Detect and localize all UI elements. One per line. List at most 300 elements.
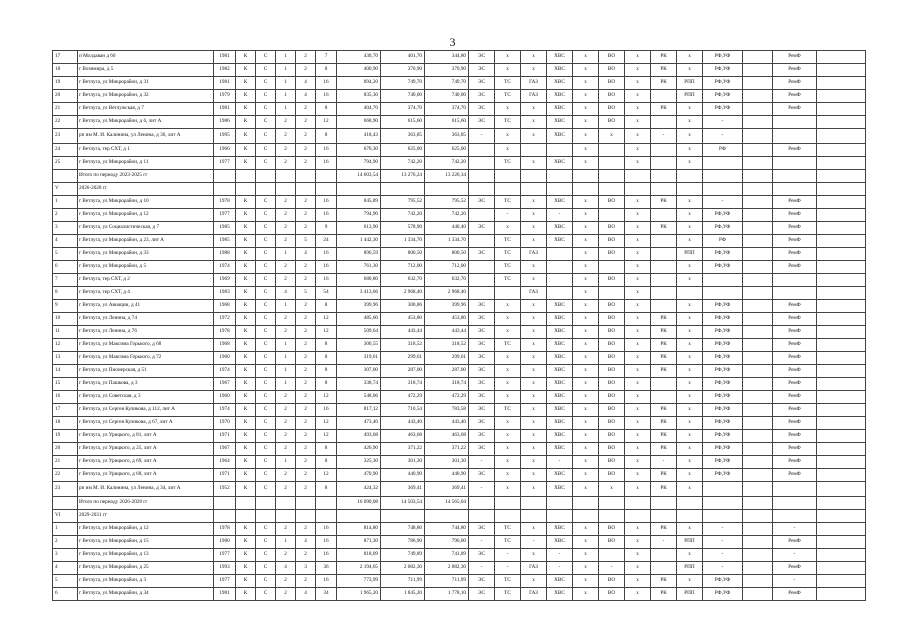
table-cell: К [236,274,256,287]
table-cell [743,352,773,365]
table-cell: К [236,222,256,235]
address-cell: г Ветлуга, ул Ленина, д 76 [78,326,214,339]
table-cell [573,170,599,183]
table-cell: х [495,129,521,144]
table-cell: 509,64 [337,326,381,339]
table-cell [743,339,773,352]
table-cell: 2 [296,51,316,64]
table-cell [651,235,677,248]
table-cell [599,287,625,300]
table-cell: 16 [316,196,337,209]
table-cell: К [236,77,256,90]
table-cell: С [256,352,276,365]
table-cell [236,510,256,523]
table-cell: 2 [296,575,316,588]
table-cell: 800,50 [381,248,425,261]
table-cell [743,170,773,183]
table-cell: 783,58 [425,404,469,417]
table-cell: ВО [599,536,625,549]
table-cell: 1995 [214,129,236,144]
table-cell: ХВС [547,64,573,77]
table-cell: 4 [296,248,316,261]
table-cell: х [677,352,703,365]
table-cell [425,510,469,523]
table-cell: х [625,417,651,430]
table-cell: ВО [599,404,625,417]
table-cell: ХВС [547,391,573,404]
table-cell: х [521,157,547,170]
table-cell: х [573,144,599,157]
table-cell: х [495,417,521,430]
table-cell: ВО [599,64,625,77]
table-cell: х [495,300,521,313]
table-cell: х [625,274,651,287]
table-cell: 369,41 [381,482,425,497]
table-cell: 8 [316,300,337,313]
table-cell [599,510,625,523]
table-cell: - [469,456,495,469]
table-cell [677,287,703,300]
table-cell [296,183,316,196]
table-cell: х [677,209,703,222]
table-cell: 1971 [214,469,236,482]
table-cell: - [703,549,743,562]
table-cell: х [573,378,599,391]
table-cell: 440,90 [425,469,469,482]
table-cell: 795,52 [381,196,425,209]
address-cell: г Ветлуга, ул Максима Горького, д 72 [78,352,214,365]
table-cell: - [773,523,817,536]
subtotal-value: 14 603,54 [337,170,381,183]
table-cell: РФ,УФ [703,588,743,601]
table-cell: РК [651,51,677,64]
table-cell: - [547,562,573,575]
table-cell [743,196,773,209]
address-cell: г Ветлуга, ул Микрорайон, д 11 [78,157,214,170]
table-cell: 16 [316,144,337,157]
table-cell: ЭС [469,365,495,378]
table-cell: х [677,103,703,116]
table-cell: ХВС [547,90,573,103]
table-cell: 1968 [214,339,236,352]
table-cell: 1967 [214,378,236,391]
table-cell: х [521,482,547,497]
table-cell: 742,20 [425,209,469,222]
table-cell: 712,00 [425,261,469,274]
table-cell: РемФ [773,235,817,248]
table-cell: х [625,235,651,248]
table-cell: 453,80 [381,313,425,326]
table-cell: 5 [296,287,316,300]
table-cell: РК [651,103,677,116]
table-cell: 300,86 [381,300,425,313]
table-cell: х [677,274,703,287]
table-cell: 2 [296,549,316,562]
table-cell: х [677,523,703,536]
table-cell: РК [651,313,677,326]
table-cell: х [677,482,703,497]
table-cell [743,497,773,510]
table-cell: К [236,588,256,601]
table-cell: С [256,562,276,575]
table-cell [703,497,743,510]
table-cell [817,588,866,601]
table-cell: 2 [276,222,296,235]
table-row [53,378,866,391]
table-cell [817,51,866,64]
table-cell: ЭС [469,391,495,404]
table-cell [469,170,495,183]
page-number: 3 [449,35,456,49]
table-cell: РК [651,352,677,365]
table-cell: ВО [599,326,625,339]
table-cell: РемФ [773,417,817,430]
table-cell: х [625,261,651,274]
table-cell: 2 [276,209,296,222]
row-number: 5 [53,575,78,588]
table-cell [743,575,773,588]
table-cell [214,510,236,523]
table-cell [743,64,773,77]
table-cell: - [495,562,521,575]
table-cell: х [677,116,703,129]
table-cell: х [573,523,599,536]
table-cell: К [236,209,256,222]
table-cell: ХВС [547,430,573,443]
table-cell [651,549,677,562]
table-cell [599,183,625,196]
address-cell: г Ветлуга, ул Максима Горького, д 68 [78,339,214,352]
table-cell: 632,70 [425,274,469,287]
table-cell: ЭС [469,300,495,313]
table-cell [495,170,521,183]
table-cell: РК [651,482,677,497]
table-cell: РФ,УФ [703,417,743,430]
table-cell: РК [651,339,677,352]
table-cell: С [256,209,276,222]
table-cell: 1968 [214,300,236,313]
address-cell: г Вознмира, д 5 [78,64,214,77]
table-cell [743,90,773,103]
table-cell: х [573,536,599,549]
table-cell: 16 [316,157,337,170]
table-cell: С [256,549,276,562]
table-cell: РФ,УФ [703,352,743,365]
table-cell [817,339,866,352]
address-cell: г Ветлуга, ул Микрорайон, д 34 [78,588,214,601]
table-cell: 1 [276,456,296,469]
table-cell: х [625,588,651,601]
table-cell: ЭС [469,77,495,90]
table-cell: 16 [316,523,337,536]
table-cell: х [521,313,547,326]
table-cell [651,261,677,274]
table-cell: 1 [276,248,296,261]
subtotal-value: 13 276,24 [381,170,425,183]
table-cell: 1 845,20 [381,588,425,601]
table-cell: 1 [276,90,296,103]
table-cell: 845,89 [337,196,381,209]
table-cell: 1977 [214,157,236,170]
table-cell: 578,90 [381,222,425,235]
table-cell: 301,30 [381,456,425,469]
table-cell [743,482,773,497]
table-cell: х [573,77,599,90]
table-cell: ТС [495,157,521,170]
table-cell: ЭС [469,378,495,391]
address-cell: рп им М. И. Калинина, ул Ленина, д 36, лит А [78,129,214,144]
table-cell: ВО [599,313,625,326]
table-cell: 16 [316,536,337,549]
address-cell: г Ветлуга, ул Ветлужская, д 7 [78,103,214,116]
address-cell: г Ветлуга, ул Микрорайон, д 33 [78,248,214,261]
address-cell: г Ветлуга, ул Микрорайон, д 5 [78,261,214,274]
table-cell: х [521,235,547,248]
table-cell [625,183,651,196]
table-cell: ХВС [547,313,573,326]
table-cell: ВО [599,469,625,482]
table-cell: 2 [296,261,316,274]
address-cell: г Ветлуга, ул Микрорайон, д 31 [78,77,214,90]
table-cell [677,170,703,183]
table-row [53,116,866,129]
table-cell: К [236,469,256,482]
table-cell: С [256,404,276,417]
table-cell [651,90,677,103]
row-number: 12 [53,339,78,352]
table-cell [651,248,677,261]
table-cell: РПП [677,536,703,549]
table-cell: х [573,326,599,339]
table-cell: 742,20 [381,209,425,222]
table-cell: ГАЗ [521,248,547,261]
table-cell [236,170,256,183]
table-row [53,235,866,248]
section-label: 2029-2031 гг [78,510,214,523]
table-cell [547,274,573,287]
table-cell: К [236,536,256,549]
table-cell: 2 [276,144,296,157]
address-cell: г Ветлуга, ул Микрорайон, д 32 [78,90,214,103]
table-cell: х [599,129,625,144]
table-cell: К [236,157,256,170]
table-cell: ГАЗ [521,90,547,103]
table-cell: 817,12 [337,404,381,417]
table-cell: х [573,103,599,116]
table-cell: х [677,575,703,588]
table-cell: 2 [296,482,316,497]
table-cell: 2 [276,391,296,404]
row-number: 10 [53,313,78,326]
table-cell: х [521,326,547,339]
table-cell: 1966 [214,144,236,157]
table-cell: С [256,116,276,129]
table-cell: К [236,523,256,536]
table-cell [573,510,599,523]
table-cell: 1 442,30 [337,235,381,248]
row-number: 23 [53,129,78,144]
table-cell: 3 [296,562,316,575]
table-cell: 2 [296,404,316,417]
table-cell: х [625,222,651,235]
table-cell [651,510,677,523]
table-cell [469,287,495,300]
table-cell: 453,80 [425,313,469,326]
table-cell: РемФ [773,443,817,456]
table-cell: К [236,103,256,116]
table-cell: 2 [296,417,316,430]
table-cell: ХВС [547,417,573,430]
table-cell: РемФ [773,456,817,469]
table-cell: х [521,196,547,209]
housing-register-table [52,50,866,601]
table-cell: К [236,339,256,352]
table-cell: 710,54 [381,404,425,417]
row-number: 17 [53,51,78,64]
table-cell [651,497,677,510]
address-cell: г Ветлуга, ул Урицкого, д 25, лит А [78,443,214,456]
table-cell: 796,00 [425,536,469,549]
table-cell: 668,90 [337,116,381,129]
table-cell: ТС [495,235,521,248]
table-cell: 443,44 [381,326,425,339]
table-cell [817,510,866,523]
table-cell: С [256,77,276,90]
table-cell: 1986 [214,116,236,129]
table-cell: С [256,339,276,352]
table-cell: ХВС [547,339,573,352]
table-cell: 1 [276,300,296,313]
table-cell: 8 [316,365,337,378]
table-cell: 1979 [214,90,236,103]
table-row [53,313,866,326]
table-row [53,103,866,116]
table-cell [743,300,773,313]
table-cell: х [573,235,599,248]
section-row [53,510,866,523]
table-cell [817,300,866,313]
table-cell: 16 [316,549,337,562]
table-cell: РемФ [773,562,817,575]
table-cell: х [625,536,651,549]
table-cell [817,129,866,144]
table-body [53,51,866,601]
table-cell: 8 [316,443,337,456]
table-cell: РФ,УФ [703,77,743,90]
table-cell: ХВС [547,51,573,64]
table-cell: ХВС [547,196,573,209]
table-cell [817,183,866,196]
table-cell: - [703,536,743,549]
table-cell: РК [651,326,677,339]
table-cell: ХВС [547,443,573,456]
table-cell: РемФ [773,77,817,90]
table-cell: 399,96 [425,300,469,313]
table-cell: РФ,УФ [703,404,743,417]
table-cell [547,170,573,183]
table-cell: ГАЗ [521,562,547,575]
table-cell: 3 413,66 [337,287,381,300]
table-cell: К [236,404,256,417]
table-cell [817,248,866,261]
table-cell [599,209,625,222]
table-cell: 740,00 [425,90,469,103]
table-cell: К [236,129,256,144]
table-cell: х [625,248,651,261]
table-cell: - [651,536,677,549]
table-cell [773,482,817,497]
table-cell: х [521,339,547,352]
table-cell: 473,40 [337,417,381,430]
table-cell [817,116,866,129]
table-cell: ТС [495,90,521,103]
table-cell [521,183,547,196]
table-cell: 2 [296,103,316,116]
table-cell: С [256,588,276,601]
table-cell: РемФ [773,404,817,417]
address-cell: г Ветлуга, ул Авиации, д 41 [78,300,214,313]
table-cell: х [625,103,651,116]
row-number: 18 [53,64,78,77]
table-cell: 1981 [214,51,236,64]
table-cell: РемФ [773,391,817,404]
row-number: 24 [53,144,78,157]
table-cell: ВО [599,116,625,129]
table-cell: х [573,248,599,261]
table-cell [547,510,573,523]
table-cell: 814,80 [337,523,381,536]
table-cell: 2 [296,222,316,235]
row-number: 25 [53,157,78,170]
subtotal-label: Итого по периоду 2026-2028 гг [78,497,214,510]
row-number: 1 [53,523,78,536]
table-cell [773,510,817,523]
table-cell: 711,99 [381,575,425,588]
table-cell: С [256,129,276,144]
address-cell: г Ветлуга, ул Пионерская, д 51 [78,365,214,378]
table-cell: ХВС [547,326,573,339]
table-cell: х [495,456,521,469]
table-cell [677,510,703,523]
table-cell [547,248,573,261]
table-row [53,391,866,404]
table-cell [743,129,773,144]
table-cell: 2 [276,417,296,430]
table-cell [743,274,773,287]
table-cell [256,170,276,183]
table-cell: 8 [316,103,337,116]
table-cell: х [521,391,547,404]
table-cell: 16 [316,248,337,261]
table-cell: 1981 [214,103,236,116]
table-cell: РемФ [773,209,817,222]
table-cell: 2 082,30 [425,562,469,575]
table-row [53,456,866,469]
table-cell: РФ,УФ [703,443,743,456]
table-cell: х [521,64,547,77]
table-cell: К [236,235,256,248]
table-cell: х [521,469,547,482]
table-cell: 2 194,65 [337,562,381,575]
address-cell: г Ветлуга, ул Микрорайон, д 25 [78,562,214,575]
address-cell: г Ветлуга, ул Урицкого, д 68, лит А [78,469,214,482]
table-cell: ВО [599,248,625,261]
table-cell: х [495,482,521,497]
table-cell: х [521,274,547,287]
table-cell: 8 [316,64,337,77]
table-cell: х [495,391,521,404]
table-cell [817,77,866,90]
